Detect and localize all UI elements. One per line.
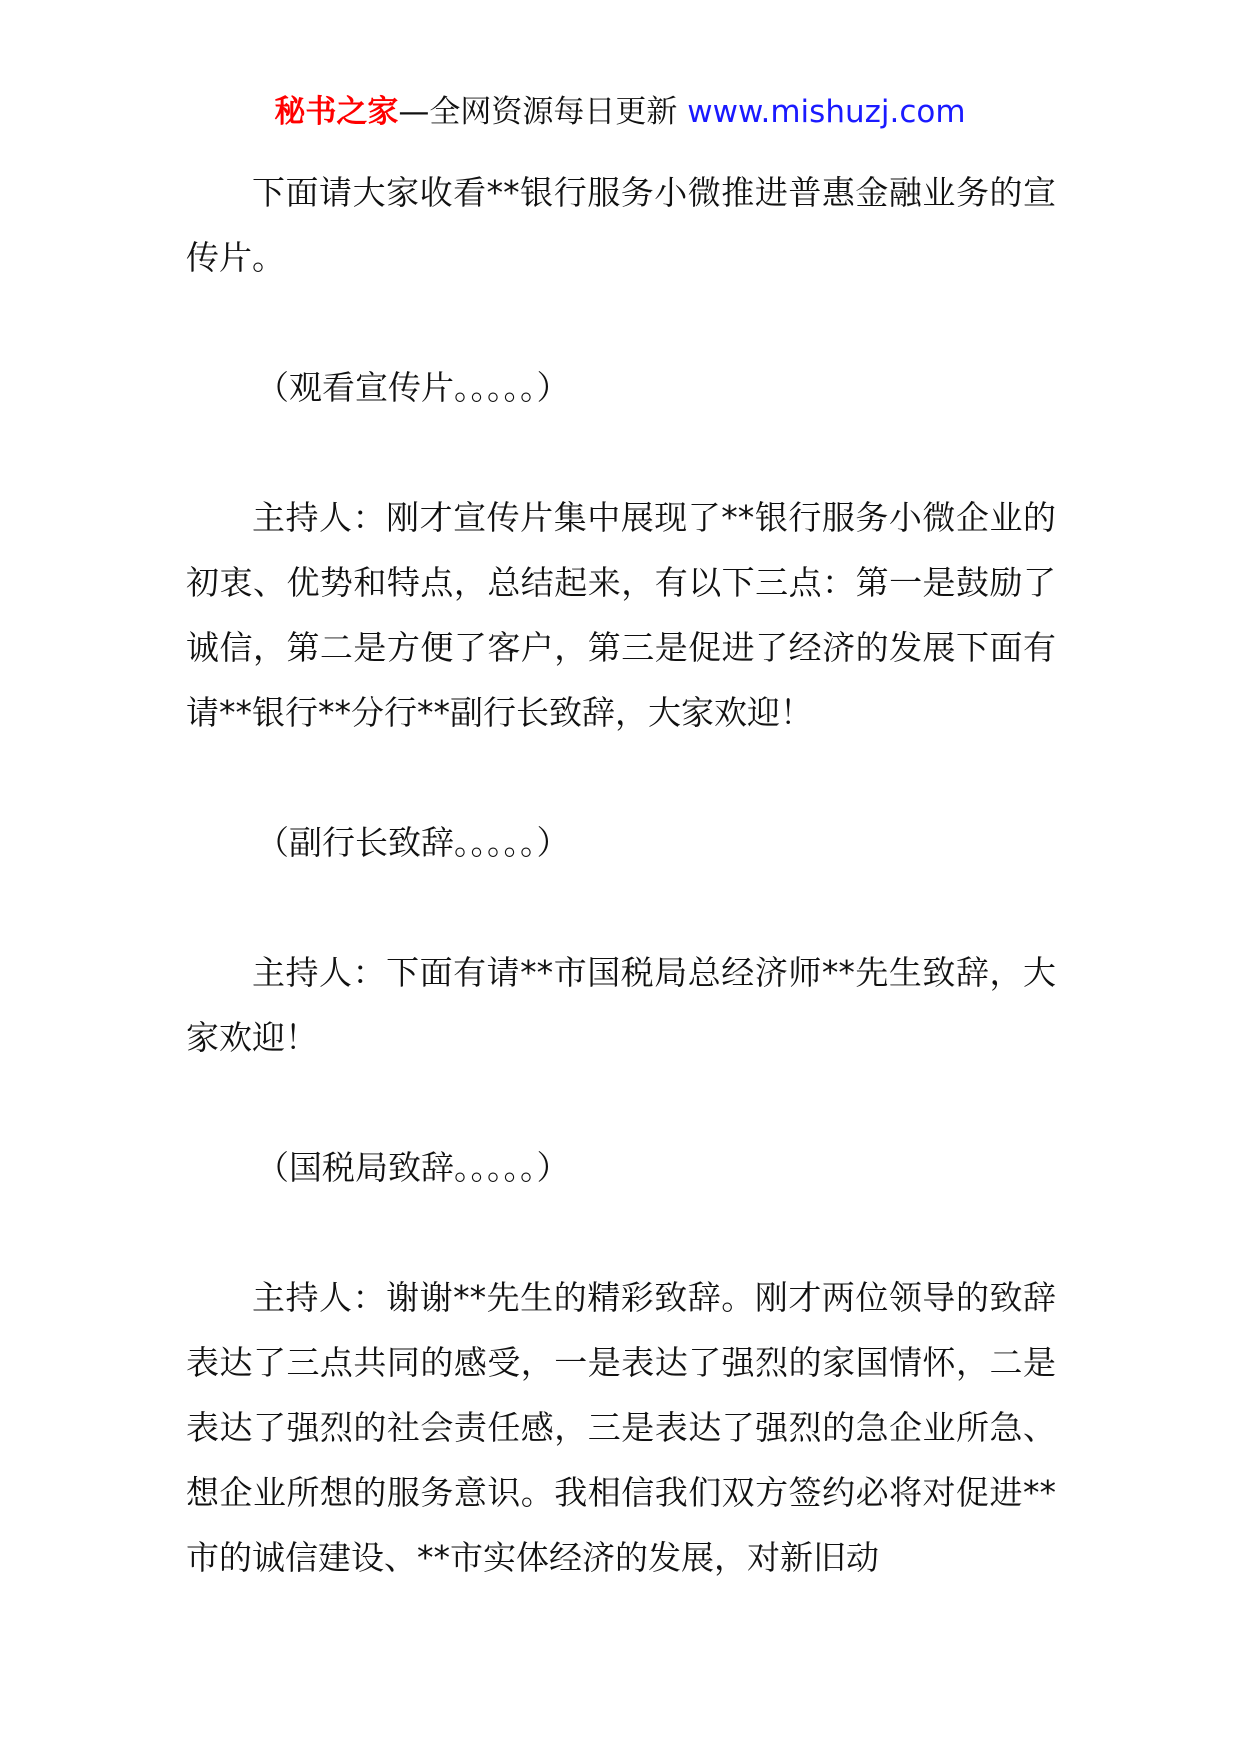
document-body <box>186 160 1056 1590</box>
site-url-link[interactable]: www.mishuzj.com <box>687 94 966 130</box>
stage-direction-tax-bureau: （国税局致辞。。。。。） <box>256 1148 570 1187</box>
stage-direction-video: （观看宣传片。。。。。） <box>256 368 570 407</box>
paragraph-host-remarks-1: 主持人：刚才宣传片集中展现了**银行服务小微企业的初衷、优势和特点，总结起来，有以下三点：第一是鼓励了诚信，第二是方便了客户，第三是促进了经济的发展下面有请**银行**分行**副行长致辞，大家欢迎！ <box>186 498 1056 732</box>
paragraph-host-remarks-2: 主持人：下面有请**市国税局总经济师**先生致辞，大家欢迎！ <box>186 953 1056 1057</box>
paragraph-host-remarks-3: 主持人：谢谢**先生的精彩致辞。刚才两位领导的致辞表达了三点共同的感受，一是表达了强烈的家国情怀，二是表达了强烈的社会责任感，三是表达了强烈的急企业所急、想企业所想的服务意识。我相信我们双方签约必将对促进**市的诚信建设、**市实体经济的发展，对新旧动 <box>186 1278 1056 1577</box>
header-tagline: —全网资源每日更新 <box>398 94 688 130</box>
brand-name: 秘书之家 <box>274 94 399 130</box>
stage-direction-vice-president: （副行长致辞。。。。。） <box>256 823 570 862</box>
paragraph-intro: 下面请大家收看**银行服务小微推进普惠金融业务的宣传片。 <box>186 173 1056 277</box>
page-header <box>0 92 1240 132</box>
